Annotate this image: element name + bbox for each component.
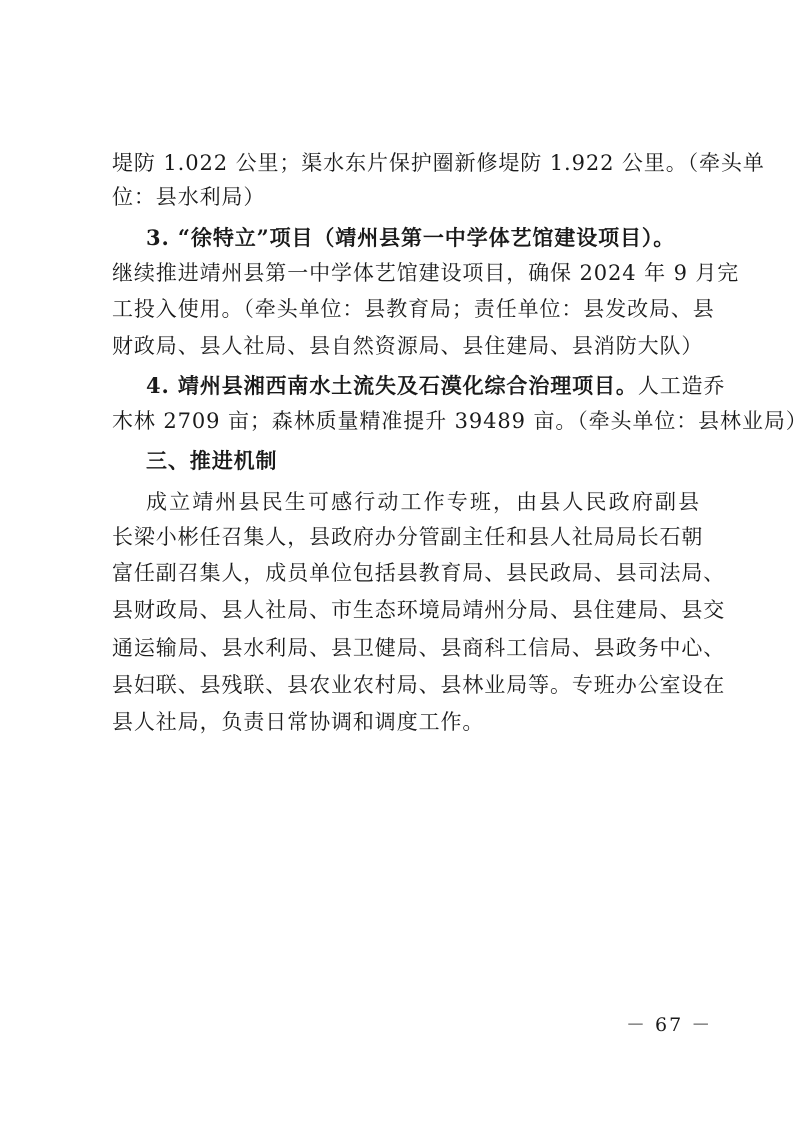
body-text-line-16: 县人社局，负责日常协调和调度工作。 — [112, 710, 485, 734]
item-3-heading: 3. “徐特立”项目（靖州县第一中学体艺馆建设项目）。 — [146, 225, 676, 250]
body-text-line-11: 长梁小彬任召集人，县政府办分管副主任和县人社局局长石朝 — [112, 525, 704, 549]
body-text-line-14: 通运输局、县水利局、县卫健局、县商科工信局、县政务中心、 — [112, 636, 726, 660]
page-number: － 67 － — [626, 1014, 713, 1036]
body-text-line-10: 成立靖州县民生可感行动工作专班，由县人民政府副县 — [146, 490, 700, 514]
body-text-line-4: 继续推进靖州县第一中学体艺馆建设项目，确保 2024 年 9 月完 — [112, 261, 740, 285]
body-text-line-2: 位：县水利局） — [112, 185, 266, 209]
item-4-line — [146, 371, 726, 401]
body-text-line-6: 财政局、县人社局、县自然资源局、县住建局、县消防大队） — [112, 334, 704, 358]
body-text-line-15: 县妇联、县残联、县农业农村局、县林业局等。专班办公室设在 — [112, 673, 726, 697]
body-text-line-12: 富任副召集人，成员单位包括县教育局、县民政局、县司法局、 — [112, 561, 726, 585]
section-heading-mechanism: 三、推进机制 — [146, 448, 278, 473]
body-text-line-8: 木林 2709 亩；森林质量精准提升 39489 亩。（牵头单位：县林业局） — [112, 409, 808, 433]
body-text-line-13: 县财政局、县人社局、市生态环境局靖州分局、县住建局、县交 — [112, 598, 726, 622]
body-text-line-5: 工投入使用。（牵头单位：县教育局；责任单位：县发改局、县 — [112, 297, 715, 321]
item-4-heading: 4. 靖州县湘西南水土流失及石漠化综合治理项目。 — [146, 373, 638, 398]
body-text-line-1: 堤防 1.022 公里；渠水东片保护圈新修堤防 1.922 公里。（牵头单 — [112, 151, 765, 175]
item-4-text: 人工造乔 — [637, 374, 726, 398]
